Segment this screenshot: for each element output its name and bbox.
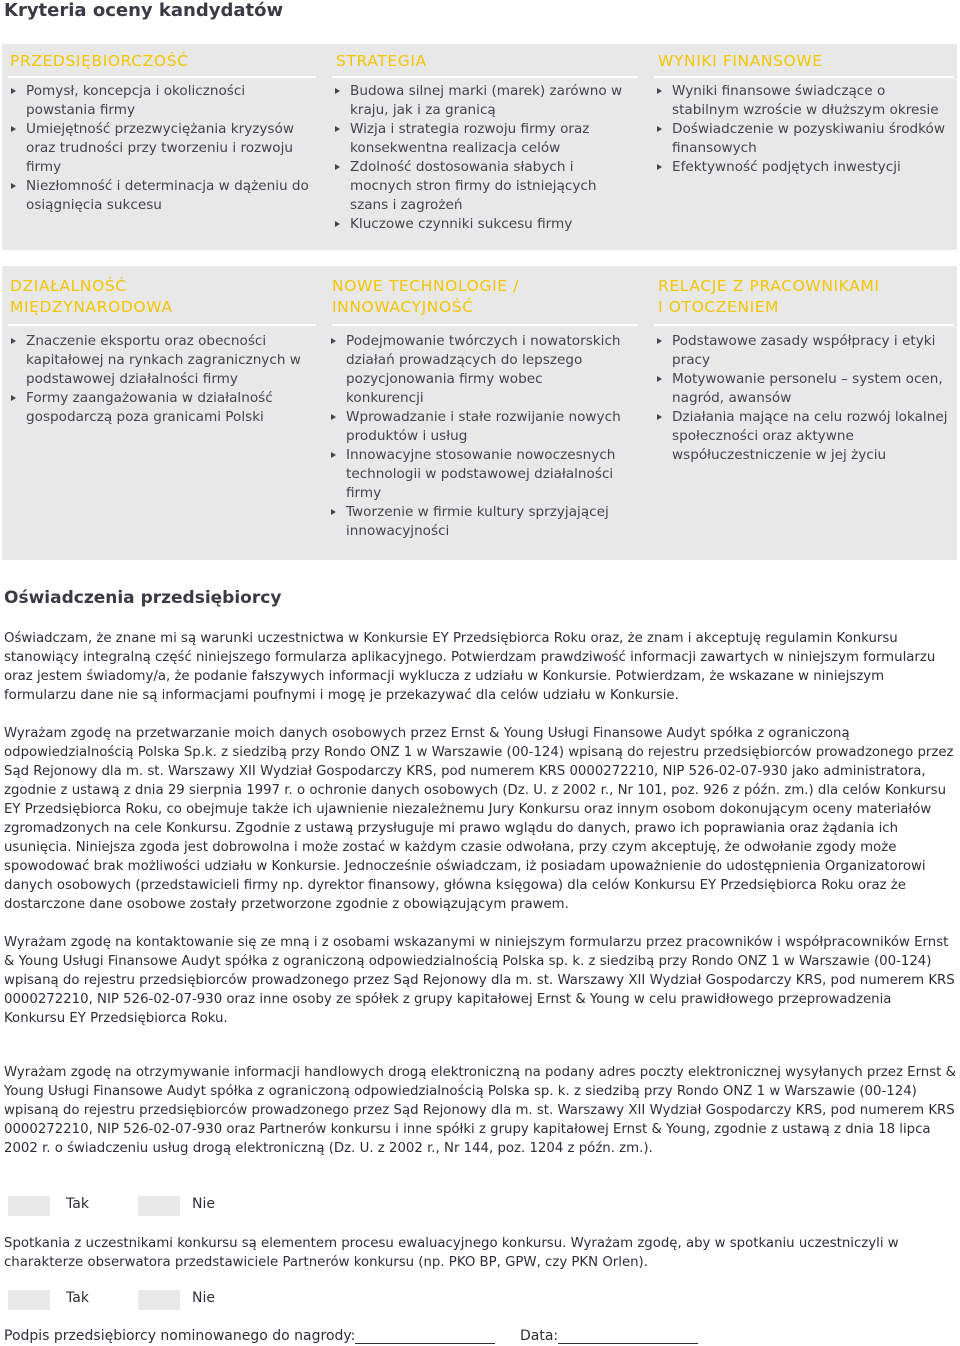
divider bbox=[332, 76, 638, 78]
criteria-list-international bbox=[10, 332, 306, 427]
criteria-heading-innovation: NOWE TECHNOLOGIE / INNOWACYJNOŚĆ bbox=[332, 277, 519, 316]
consent-no-checkbox[interactable] bbox=[138, 1196, 180, 1216]
signature-label: Podpis przedsiębiorcy nominowanego do nagrody: bbox=[4, 1328, 356, 1344]
meetings-no-label: Nie bbox=[192, 1290, 215, 1306]
consent-yes-label: Tak bbox=[66, 1196, 89, 1212]
signature-line[interactable] bbox=[355, 1328, 495, 1344]
criteria-list-financial bbox=[656, 82, 951, 177]
criteria-list-entrepreneurship bbox=[10, 82, 310, 215]
date-field bbox=[520, 1328, 698, 1344]
consent-yes-checkbox[interactable] bbox=[8, 1196, 50, 1216]
criteria-panel-2 bbox=[2, 266, 957, 560]
criteria-list-relations bbox=[656, 332, 952, 465]
statement-paragraph: Wyrażam zgodę na przetwarzanie moich danych osobowych przez Ernst & Young Usługi Finansowe Audyt spółka z ograniczoną odpowiedzialnością Polska Sp.k. z siedzibą przy Rondo ONZ 1 w Warszawie (00-124) wpisaną do rejestru przedsiębiorców prowadzonego przez Sąd Rejonowy dla m. st. Warszawy XII Wydział Gospodarczy KRS, pod numerem KRS 0000272210, NIP 526-02-07-930 jako administratora, zgodnie z ustawą z dnia 29 sierpnia 1997 r. o ochronie danych osobowych (Dz. U. z 2002 r., Nr 101, poz. 926 z późn. zm.) dla celów Konkursu EY Przedsiębiorca Roku, co obejmuje także ich ujawnienie niezależnemu Jury Konkursu oraz innym osobom dokonującym oceny materiałów zgromadzonych na cele Konkursu. Zgodnie z ustawą przysługuje mi prawo wglądu do danych, prawo ich poprawiania oraz żądania ich usunięcia. Niniejsza zgoda jest dobrowolna i może zostać w każdym czasie odwołana, przy czym akceptuję, że odwołanie zgody może spowodować brak możliwości udziału w Konkursie. Jednocześnie oświadczam, iż posiadam upoważnienie do udostępnienia Organizatorowi danych osobowych (przedstawicieli firmy np. dyrektor finansowy, główna księgowa) dla celów Konkursu EY Przedsiębiorca Roku oraz że dostarczone dane osobowe zostały przetworzone zgodnie z obowiązującym prawem. bbox=[4, 726, 954, 912]
divider bbox=[332, 324, 638, 326]
list-item: Formy zaangażowania w działalność gospodarczą poza granicami Polski bbox=[10, 389, 306, 427]
list-item: Umiejętność przezwyciężania kryzysów oraz trudności przy tworzeniu i rozwoju firmy bbox=[10, 120, 310, 177]
criteria-panel-1 bbox=[2, 44, 957, 250]
list-item: Pomysł, koncepcja i okoliczności powstania firmy bbox=[10, 82, 310, 120]
date-line[interactable] bbox=[558, 1328, 698, 1344]
divider bbox=[654, 324, 954, 326]
list-item: Podstawowe zasady współpracy i etyki pracy bbox=[656, 332, 952, 370]
list-item: Wyniki finansowe świadczące o stabilnym wzroście w dłuższym okresie bbox=[656, 82, 951, 120]
list-item: Podejmowanie twórczych i nowatorskich działań prowadzących do lepszego pozycjonowania firmy wobec konkurencji bbox=[330, 332, 622, 408]
criteria-heading-entrepreneurship: PRZEDSIĘBIORCZOŚĆ bbox=[10, 52, 189, 70]
statement-paragraph: Oświadczam, że znane mi są warunki uczestnictwa w Konkursie EY Przedsiębiorca Roku oraz, że znam i akceptuję regulamin Konkursu stanowiący integralną część niniejszego formularza aplikacyjnego. Potwierdzam prawdziwość informacji zawartych w niniejszym formularzu oraz jestem świadomy/a, że podanie fałszywych informacji wyklucza z udziału w Konkursie. Potwierdzam, że wskazane w niniejszym formularzu dane nie są informacjami poufnymi i mogę je przekazywać dla celów udziału w Konkursie. bbox=[4, 631, 936, 703]
criteria-heading-relations: RELACJE Z PRACOWNIKAMI I OTOCZENIEM bbox=[658, 277, 880, 316]
divider bbox=[8, 76, 316, 78]
statement-paragraph: Wyrażam zgodę na kontaktowanie się ze mną i z osobami wskazanymi w niniejszym formularzu przez pracowników i współpracowników Ernst & Young Usługi Finansowe Audyt spółka z ograniczoną odpowiedzialnością Polska sp. k. z siedzibą przy Rondo ONZ 1 w Warszawie (00-124) wpisaną do rejestru przedsiębiorców prowadzonego przez Sąd Rejonowy dla m. st. Warszawy XII Wydział Gospodarczy KRS, pod numerem KRS 0000272210, NIP 526-02-07-930 oraz inne osoby ze spółek z grupy kapitałowej Ernst & Young w celu prawidłowego przeprowadzenia Konkursu EY Przedsiębiorca Roku. bbox=[4, 935, 955, 1026]
meetings-no-checkbox[interactable] bbox=[138, 1290, 180, 1310]
date-label: Data: bbox=[520, 1328, 559, 1344]
criteria-heading-strategy: STRATEGIA bbox=[336, 52, 427, 70]
list-item: Motywowanie personelu – system ocen, nagród, awansów bbox=[656, 370, 952, 408]
list-item: Doświadczenie w pozyskiwaniu środków finansowych bbox=[656, 120, 951, 158]
consent-no-label: Nie bbox=[192, 1196, 215, 1212]
meetings-yes-label: Tak bbox=[66, 1290, 89, 1306]
statements-title: Oświadczenia przedsiębiorcy bbox=[4, 588, 282, 608]
meetings-consent-paragraph: Spotkania z uczestnikami konkursu są elementem procesu ewaluacyjnego konkursu. Wyrażam zgodę, aby w spotkaniu uczestniczyli w charakterze obserwatora przedstawiciele Partnerów konkursu (np. PKO BP, GPW, czy PKN Orlen). bbox=[4, 1236, 899, 1270]
list-item: Znaczenie eksportu oraz obecności kapitałowej na rynkach zagranicznych w podstawowej działalności firmy bbox=[10, 332, 306, 389]
signature-field bbox=[4, 1328, 495, 1344]
list-item: Innowacyjne stosowanie nowoczesnych technologii w podstawowej działalności firmy bbox=[330, 446, 622, 503]
meetings-yes-checkbox[interactable] bbox=[8, 1290, 50, 1310]
list-item: Zdolność dostosowania słabych i mocnych stron firmy do istniejących szans i zagrożeń bbox=[334, 158, 624, 215]
criteria-heading-international: DZIAŁALNOŚĆ MIĘDZYNARODOWA bbox=[10, 277, 173, 316]
divider bbox=[8, 324, 316, 326]
list-item: Wizja i strategia rozwoju firmy oraz konsekwentna realizacja celów bbox=[334, 120, 624, 158]
marketing-consent-paragraph: Wyrażam zgodę na otrzymywanie informacji handlowych drogą elektroniczną na podany adres poczty elektronicznej wysyłanych przez Ernst & Young Usługi Finansowe Audyt spółka z ograniczoną odpowiedzialnością Polska sp. k. z siedzibą przy Rondo ONZ 1 w Warszawie (00-124) wpisaną do rejestru przedsiębiorców prowadzonego przez Sąd Rejonowy dla m. st. Warszawy XII Wydział Gospodarczy KRS, pod numerem KRS 0000272210, NIP 526-02-07-930 oraz Partnerów konkursu i inne spółki z grupy kapitałowej Ernst & Young, zgodnie z ustawą z dnia 18 lipca 2002 r. o świadczeniu usług drogą elektroniczną (Dz. U. z 2002 r., Nr 144, poz. 1204 z późn. zm.). bbox=[4, 1065, 956, 1156]
list-item: Działania mające na celu rozwój lokalnej społeczności oraz aktywne współuczestniczenie w jej życiu bbox=[656, 408, 952, 465]
list-item: Budowa silnej marki (marek) zarówno w kraju, jak i za granicą bbox=[334, 82, 624, 120]
list-item: Tworzenie w firmie kultury sprzyjającej innowacyjności bbox=[330, 503, 622, 541]
list-item: Niezłomność i determinacja w dążeniu do osiągnięcia sukcesu bbox=[10, 177, 310, 215]
criteria-heading-financial: WYNIKI FINANSOWE bbox=[658, 52, 823, 70]
list-item: Kluczowe czynniki sukcesu firmy bbox=[334, 215, 624, 234]
list-item: Efektywność podjętych inwestycji bbox=[656, 158, 951, 177]
divider bbox=[654, 76, 954, 78]
page-title: Kryteria oceny kandydatów bbox=[4, 0, 284, 21]
criteria-list-strategy bbox=[334, 82, 624, 234]
criteria-list-innovation bbox=[330, 332, 622, 541]
list-item: Wprowadzanie i stałe rozwijanie nowych produktów i usług bbox=[330, 408, 622, 446]
